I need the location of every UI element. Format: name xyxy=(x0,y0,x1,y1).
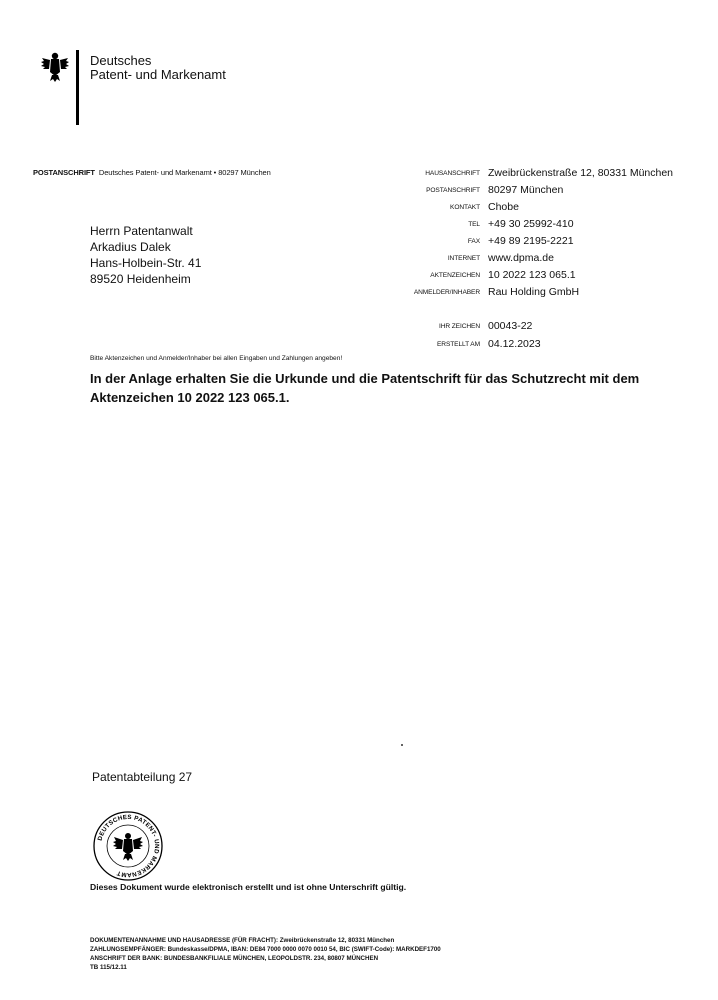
recipient-line: Arkadius Dalek xyxy=(90,240,171,254)
logo-divider xyxy=(76,50,79,125)
info-row-hausanschrift xyxy=(360,167,710,183)
info-row-kontakt xyxy=(360,201,710,217)
letter-body xyxy=(90,369,650,407)
info-row-erstellt-am xyxy=(360,338,710,354)
info-value: www.dpma.de xyxy=(488,252,554,264)
info-label: AKTENZEICHEN xyxy=(430,272,480,279)
federal-eagle-logo xyxy=(40,50,70,84)
seal-eagle-icon xyxy=(113,833,143,861)
info-label: ANMELDER/INHABER xyxy=(413,289,480,296)
footer-line: DOKUMENTENANNAHME UND HAUSADRESSE (FÜR FRACHT): Zweibrückenstraße 12, 80331 München xyxy=(90,937,395,944)
info-value: Zweibrückenstraße 12, 80331 München xyxy=(488,167,674,179)
recipient-line: Herrn Patentanwalt xyxy=(90,224,193,238)
info-row-internet xyxy=(360,252,710,268)
info-row-fax xyxy=(360,235,710,251)
return-address xyxy=(33,168,271,177)
info-label: IHR ZEICHEN xyxy=(438,323,480,330)
info-value: 04.12.2023 xyxy=(488,338,541,350)
footer-line: ZAHLUNGSEMPFÄNGER: Bundeskasse/DPMA, IBAN: DE84 7000 0000 0070 0010 54, BIC (SWIFT-Code): MARKDEF1700 xyxy=(90,946,441,953)
recipient-address xyxy=(90,223,201,287)
electronic-notice: Dieses Dokument wurde elektronisch erstellt und ist ohne Unterschrift gültig. xyxy=(90,882,407,892)
info-label: HAUSANSCHRIFT xyxy=(425,170,480,177)
footer xyxy=(90,936,441,972)
reference-hint: Bitte Aktenzeichen und Anmelder/Inhaber bei allen Eingaben und Zahlungen angeben! xyxy=(90,355,343,362)
info-value: Chobe xyxy=(488,201,519,213)
seal-text: DEUTSCHES PATENT- UND MARKENAMT xyxy=(96,813,161,879)
info-value: Rau Holding GmbH xyxy=(488,286,580,298)
info-value: 00043-22 xyxy=(488,320,533,332)
info-row-postanschrift xyxy=(360,184,710,200)
info-label: POSTANSCHRIFT xyxy=(426,187,480,194)
info-value: +49 89 2195-2221 xyxy=(488,235,574,247)
info-label: ERSTELLT AM xyxy=(437,341,480,348)
department-name: Patentabteilung 27 xyxy=(92,770,193,784)
info-row-aktenzeichen xyxy=(360,269,710,285)
recipient-line: Hans-Holbein-Str. 41 xyxy=(90,256,202,270)
info-row-ihr-zeichen xyxy=(360,320,710,336)
footer-line: ANSCHRIFT DER BANK: BUNDESBANKFILIALE MÜNCHEN, LEOPOLDSTR. 234, 80807 MÜNCHEN xyxy=(90,955,379,962)
recipient-line: 89520 Heidenheim xyxy=(90,272,191,286)
info-value: 80297 München xyxy=(488,184,564,196)
info-value: 10 2022 123 065.1 xyxy=(488,269,576,281)
info-label: TEL xyxy=(468,221,480,228)
stray-dot xyxy=(401,744,403,746)
info-value: +49 30 25992-410 xyxy=(488,218,574,230)
info-row-tel xyxy=(360,218,710,234)
return-address-text: Deutsches Patent- und Markenamt • 80297 München xyxy=(98,168,271,177)
footer-line: TB 115/12.11 xyxy=(90,964,127,971)
body-line: Aktenzeichen 10 2022 123 065.1. xyxy=(90,390,290,405)
agency-name-line2: Patent- und Markenamt xyxy=(90,67,226,82)
agency-name-line1: Deutsches xyxy=(90,53,152,68)
body-line: In der Anlage erhalten Sie die Urkunde und die Patentschrift für das Schutzrecht mit dem xyxy=(90,371,640,386)
official-seal xyxy=(92,810,164,882)
info-label: INTERNET xyxy=(447,255,480,262)
info-row-anmelder xyxy=(360,286,710,302)
info-label: FAX xyxy=(467,238,480,245)
info-label: KONTAKT xyxy=(450,204,480,211)
return-address-label: POSTANSCHRIFT xyxy=(33,168,95,177)
